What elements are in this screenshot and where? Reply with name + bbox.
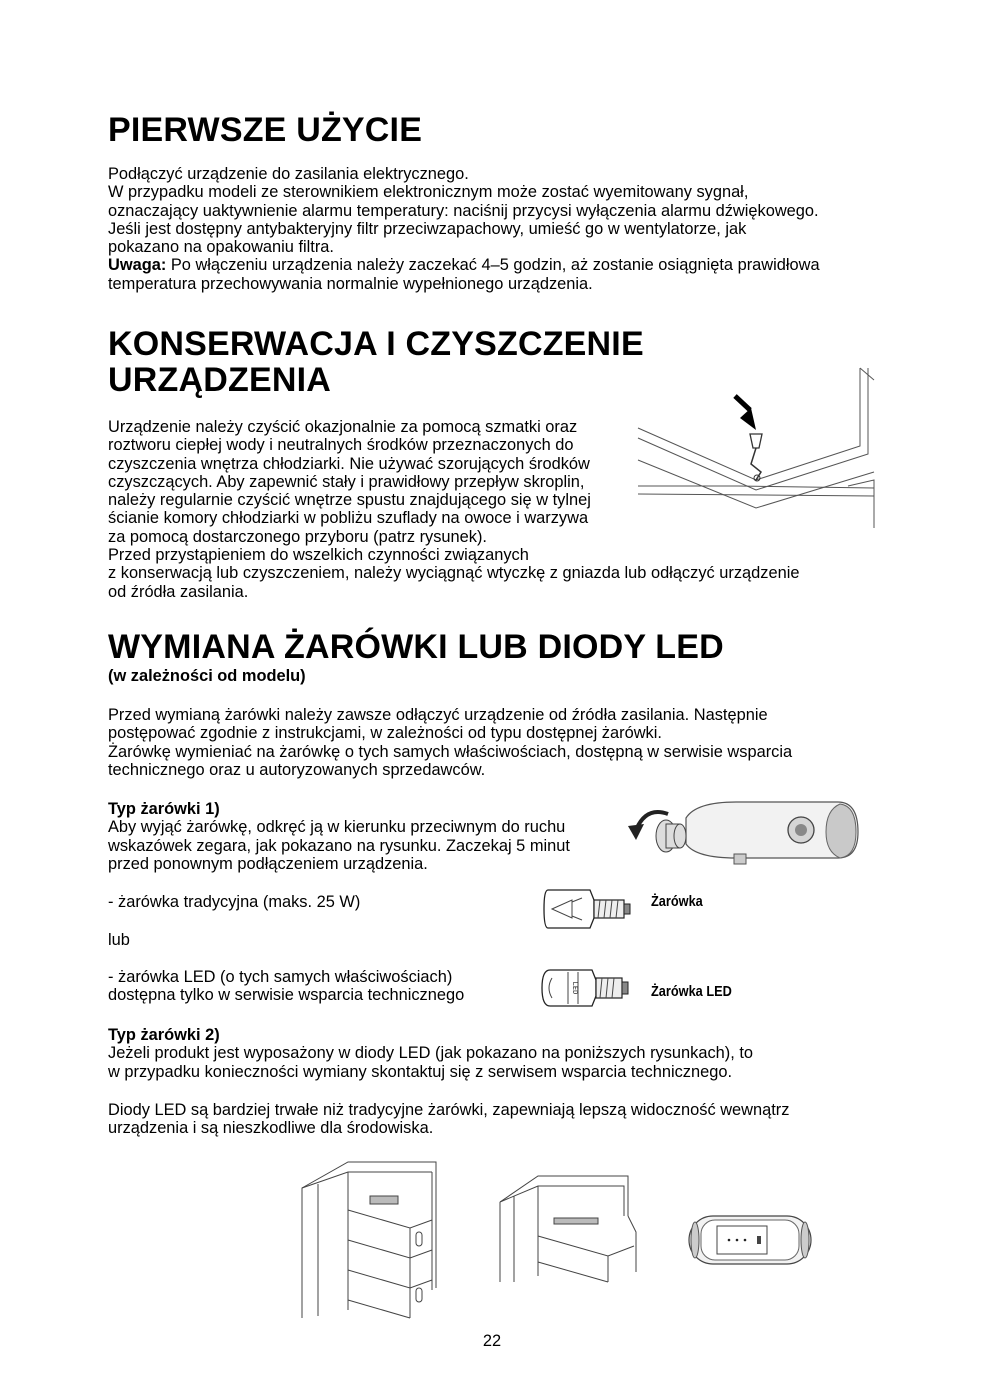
text-line: przed ponownym podłączeniem urządzenia. — [108, 854, 428, 873]
text-line: dostępna tylko w serwisie wsparcia technicznego — [108, 986, 465, 1005]
text-line: czyszczenia wnętrza chłodziarki. Nie używać szorujących środków — [108, 454, 590, 473]
fridge-led-illustration-2 — [498, 1172, 640, 1288]
text-line: Urządzenie należy czyścić okazjonalnie za pomocą szmatki oraz — [108, 418, 578, 436]
text-line: - żarówka LED (o tych samych właściwościach) — [108, 968, 453, 986]
bulb-led-text — [108, 968, 464, 1005]
text-line: Podłączyć urządzenie do zasilania elektrycznego. — [108, 165, 469, 183]
text-line: ścianie komory chłodziarki w pobliżu szuflady na owoce i warzywa — [108, 509, 589, 528]
subtitle-model: (w zależności od modelu) — [108, 667, 306, 685]
heading-bulb-replacement: WYMIANA ŻARÓWKI LUB DIODY LED — [108, 628, 724, 666]
caption-bulb: Żarówka — [651, 894, 703, 910]
text-line: z konserwacją lub czyszczeniem, należy wyciągnąć wtyczkę z gniazda lub odłączyć urządzenie — [108, 564, 800, 583]
drain-cleaning-illustration — [638, 368, 878, 533]
text-line: pokazano na opakowaniu filtra. — [108, 238, 334, 257]
text-line: temperatura przechowywania normalnie wypełnionego urządzenia. — [108, 274, 593, 293]
page-number: 22 — [482, 1332, 502, 1350]
type1-heading: Typ żarówki 1) — [108, 800, 220, 818]
text-line: urządzenia i są nieszkodliwe dla środowiska. — [108, 1119, 434, 1138]
text-line: Przed wymianą żarówki należy zawsze odłączyć urządzenie od źródła zasilania. Następnie — [108, 706, 768, 724]
text-line: Jeśli jest dostępny antybakteryjny filtr przeciwzapachowy, umieść go w wentylatorze, jak — [108, 219, 747, 238]
led-bulb-icon — [542, 966, 634, 1010]
led-strip-icon — [554, 1218, 598, 1224]
text-line: postępować zgodnie z instrukcjami, w zależności od typu dostępnej żarówki. — [108, 724, 662, 743]
type1-text — [108, 800, 570, 873]
led-panel-icon — [370, 1196, 398, 1204]
note-text: Po włączeniu urządzenia należy zaczekać 4–5 godzin, aż zostanie osiągnięta prawidłowa — [166, 256, 820, 275]
led-benefit-text — [108, 1101, 789, 1138]
text-line: Żarówkę wymieniać na żarówkę o tych samych właściwościach, dostępną w serwisie wsparcia — [108, 742, 793, 761]
text-line: W przypadku modeli ze sterownikiem elektronicznym może zostać wyemitowany sygnał, — [108, 183, 749, 202]
text-line: roztworu ciepłej wody i neutralnych środków przeznaczonych do — [108, 436, 574, 455]
text-line: wskazówek zegara, jak pokazano na rysunku. Zaczekaj 5 minut — [108, 836, 570, 855]
bulb-intro-text — [108, 706, 792, 779]
note-line — [108, 256, 820, 274]
arrow-icon — [740, 408, 756, 430]
text-line: Jeżeli produkt jest wyposażony w diody LED (jak pokazano na poniższych rysunkach), to — [108, 1044, 754, 1063]
text-line: Diody LED są bardziej trwałe niż tradycyjne żarówki, zapewniają lepszą widoczność wewnątrz — [108, 1101, 790, 1119]
text-line: należy regularnie czyścić wnętrze spustu znajdującego się w tylnej — [108, 491, 591, 510]
text-line: technicznego oraz u autoryzowanych sprzedawców. — [108, 760, 486, 779]
or-text: lub — [108, 931, 130, 949]
type2-text — [108, 1026, 753, 1081]
bulb-traditional-text: - żarówka tradycyjna (maks. 25 W) — [108, 893, 361, 911]
text-line: za pomocą dostarczonego przyboru (patrz rysunek). — [108, 527, 487, 546]
traditional-bulb-icon — [542, 884, 634, 934]
note-label: Uwaga: — [108, 256, 167, 275]
lamp-housing-illustration — [626, 796, 862, 868]
text-line: czyszczących. Aby zapewnić stały i prawidłowy przepływ skroplin, — [108, 472, 585, 491]
text-line: Przed przystąpieniem do wszelkich czynności związanych — [108, 546, 529, 565]
first-use-text — [108, 165, 820, 293]
drain-tool-icon — [750, 434, 762, 448]
heading-maintenance: KONSERWACJA I CZYSZCZENIE URZĄDZENIA — [108, 325, 644, 399]
fridge-led-illustration-1 — [298, 1160, 440, 1322]
text-line: w przypadku konieczności wymiany skontaktuj się z serwisem wsparcia technicznego. — [108, 1062, 733, 1081]
heading-first-use: PIERWSZE UŻYCIE — [108, 111, 423, 149]
type2-heading: Typ żarówki 2) — [108, 1026, 220, 1044]
text-line: Aby wyjąć żarówkę, odkręć ją w kierunku przeciwnym do ruchu — [108, 818, 566, 837]
text-line: od źródła zasilania. — [108, 582, 249, 601]
text-line: oznaczający uaktywnienie alarmu temperatury: naciśnij przycysi wyłączenia alarmu dźwiękowego. — [108, 201, 819, 220]
caption-led-bulb: Żarówka LED — [651, 984, 732, 1000]
led-mark: LED — [571, 981, 579, 995]
led-lamp-unit-illustration — [687, 1214, 813, 1266]
